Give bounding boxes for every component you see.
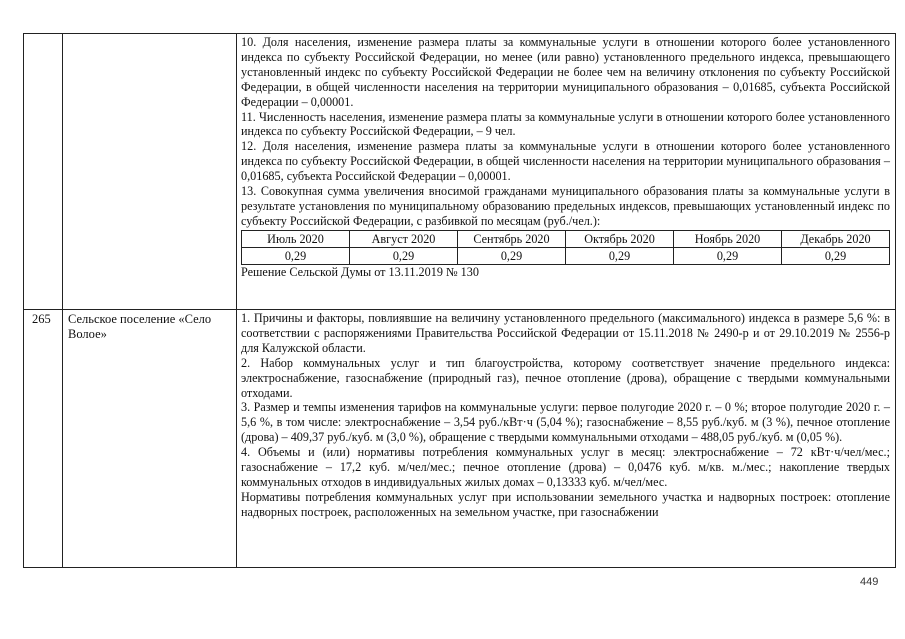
month-header: Июль 2020	[242, 230, 350, 247]
paragraph-norms: Нормативы потребления коммунальных услуг при использовании земельного участка и надворных построек: отопление надворных построек, расположенных на земельном участке, при газоснабжении	[241, 489, 890, 519]
month-value: 0,29	[674, 247, 782, 264]
paragraph-1: 1. Причины и факторы, повлиявшие на величину установленного предельного (максимального) индекса в размере 5,6 %: в соответствии с распоряжениями Правительства Российской Федерации от 15.11.2018 № 2490-р и от 29.10.2019 № 2556-р для Калужской области.	[241, 311, 890, 355]
month-header: Декабрь 2020	[782, 230, 890, 247]
month-value: 0,29	[242, 247, 350, 264]
month-header: Ноябрь 2020	[674, 230, 782, 247]
paragraph-12: 12. Доля населения, изменение размера платы за коммунальные услуги в отношении которого более установленного индекса по субъекту Российской Федерации, в общей численности населения на территории муниципального образования – 0,01685, субъекта Российской Федерации – 0,00001.	[241, 139, 890, 184]
paragraph-3: 3. Размер и темпы изменения тарифов на коммунальные услуги: первое полугодие 2020 г. – 0 %; второе полугодие 2020 г. – 5,6 %, в том числе: электроснабжение – 3,54 руб./кВт·ч (5,04 %); газоснабжение – 8,55 руб./куб. м (3 %), печное отопление (дрова) – 409,37 руб./куб. м (3,0 %), обращение с твердыми коммунальными отходами – 488,05 руб./куб. м (0,05 %).	[241, 400, 890, 445]
paragraph-10: 10. Доля населения, изменение размера платы за коммунальные услуги в отношении которого более установленного индекса по субъекту Российской Федерации, но менее (или равно) установленного предельного индекса, превышающего установленный индекс по субъекту Российской Федерации не более чем на величину отклонения по субъекту Российской Федерации, в общей численности населения на территории муниципального образования – 0,01685, субъекта Российской Федерации – 0,00001.	[241, 35, 890, 109]
paragraph-13: 13. Совокупная сумма увеличения вносимой гражданами муниципального образования платы за коммунальные услуги в результате установления по муниципальному образованию предельных индексов, превышающих установленный индекс по субъекту Российской Федерации, с разбивкой по месяцам (руб./чел.):	[241, 184, 890, 228]
details-cell	[237, 310, 896, 568]
row-number-cell-empty	[24, 34, 63, 310]
month-header: Октябрь 2020	[566, 230, 674, 247]
month-value: 0,29	[566, 247, 674, 264]
paragraph-2: 2. Набор коммунальных услуг и тип благоустройства, которому соответствует значение предельного индекса: электроснабжение, газоснабжение (природный газ), печное отопление (дрова), обращение с твердыми коммунальными отходами.	[241, 355, 890, 400]
paragraph-11: 11. Численность населения, изменение размера платы за коммунальные услуги в отношении которого более установленного индекса по субъекту Российской Федерации, – 9 чел.	[241, 109, 890, 139]
monthly-increase-table	[241, 230, 890, 265]
table-row-265	[24, 310, 896, 568]
months-header-row	[242, 230, 890, 247]
table-row-continued	[24, 34, 896, 310]
month-value: 0,29	[782, 247, 890, 264]
month-header: Август 2020	[350, 230, 458, 247]
page-number: 449	[860, 576, 879, 588]
month-value: 0,29	[458, 247, 566, 264]
row-number: 265	[24, 310, 63, 568]
municipal-index-table	[23, 33, 896, 568]
values-row	[242, 247, 890, 264]
decision-reference: Решение Сельской Думы от 13.11.2019 № 130	[241, 264, 479, 279]
month-value: 0,29	[350, 247, 458, 264]
month-header: Сентябрь 2020	[458, 230, 566, 247]
municipality-name-cell-empty	[63, 34, 237, 310]
municipality-name: Сельское поселение «Село Волое»	[63, 310, 237, 568]
details-cell	[237, 34, 896, 310]
paragraph-4: 4. Объемы и (или) нормативы потребления коммунальных услуг в месяц: электроснабжение – 72 кВт·ч/чел/мес.; газоснабжение – 17,2 куб. м/чел/мес.; печное отопление (дрова) – 0,0476 куб. м/кв. м./мес.; накопление твердых коммунальных отходов в индивидуальных жилых домах – 0,13333 куб. м/чел/мес.	[241, 445, 890, 489]
